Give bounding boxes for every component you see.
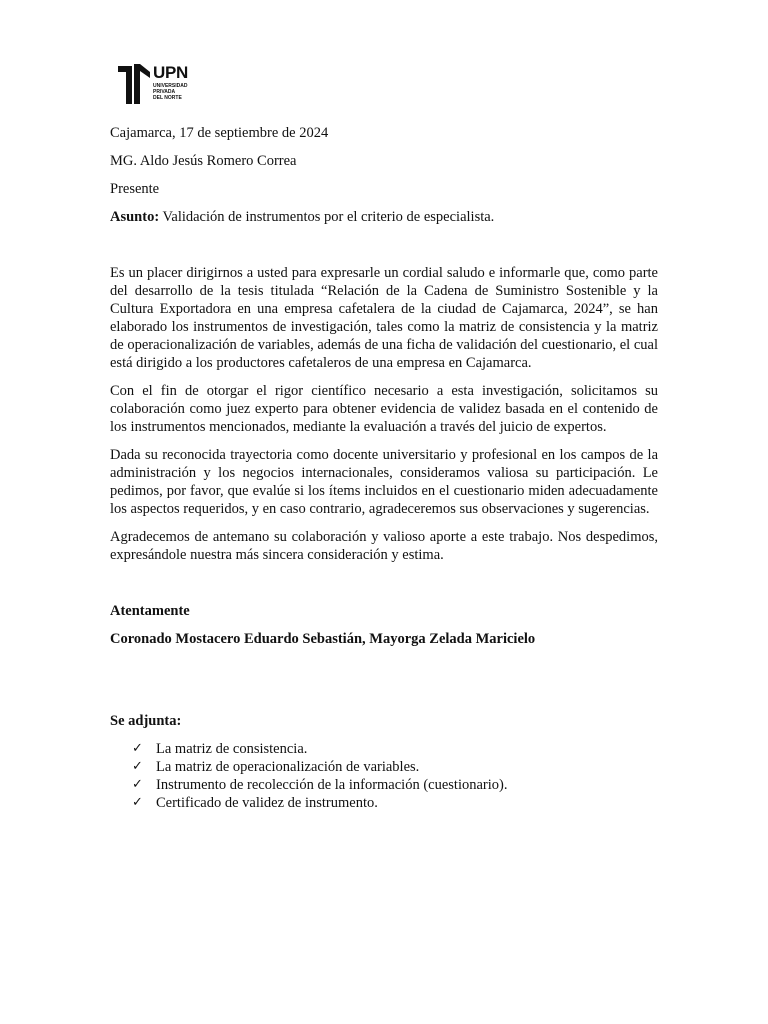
attachment-item xyxy=(132,740,658,758)
letter-paragraph: Es un placer dirigirnos a usted para expresarle un cordial saludo e informarle que, como parte del desarrollo de la tesis titulada “Relación de la Cadena de Suministro Sostenible y la Cultura Exportadora en una empresa cafetalera de la ciudad de Cajamarca, 2024”, se han elaborado los instrumentos de investigación, tales como la matriz de consistencia y la matriz de operacionalización de variables, además de una ficha de validación del cuestionario, el cual está dirigido a los productores cafetaleros de una empresa en Cajamarca. xyxy=(110,265,658,371)
letter-paragraph: Con el fin de otorgar el rigor científico necesario a esta investigación, solicitamos su colaboración como juez experto para obtener evidencia de validez basada en el contenido de los instrumentos mencionados, mediante la evaluación a través del juicio de expertos. xyxy=(110,383,658,435)
attachment-label: Instrumento de recolección de la información (cuestionario). xyxy=(156,777,508,793)
letter-subject xyxy=(110,208,658,226)
letter-date: Cajamarca, 17 de septiembre de 2024 xyxy=(110,125,329,141)
attachment-label: La matriz de operacionalización de variables. xyxy=(156,759,420,775)
subject-label: Asunto: xyxy=(110,209,160,225)
checkmark-icon: ✓ xyxy=(132,759,143,774)
logo-subtitle xyxy=(153,83,201,101)
upn-logo xyxy=(116,62,196,106)
checkmark-icon: ✓ xyxy=(132,795,143,810)
attachment-label: Certificado de validez de instrumento. xyxy=(156,795,378,811)
logo-line: PRIVADA xyxy=(153,89,176,95)
letter-greeting: Presente xyxy=(110,181,160,197)
letter-body xyxy=(110,124,658,812)
attachment-label: La matriz de consistencia. xyxy=(156,741,308,757)
logo-line: DEL NORTE xyxy=(153,95,182,101)
checkmark-icon: ✓ xyxy=(132,777,143,792)
letter-recipient: MG. Aldo Jesús Romero Correa xyxy=(110,153,297,169)
upn-emblem-icon xyxy=(116,62,152,106)
subject-text: Validación de instrumentos por el criterio de especialista. xyxy=(159,209,495,225)
attachment-item xyxy=(132,776,658,794)
attachments-list xyxy=(110,740,658,812)
checkmark-icon: ✓ xyxy=(132,741,143,756)
logo-wordmark: UPN xyxy=(153,63,188,82)
letter-closing: Atentamente xyxy=(110,603,190,619)
letter-paragraph: Agradecemos de antemano su colaboración y valioso aporte a este trabajo. Nos despedimos, expresándole nuestra más sincera consideración y estima. xyxy=(110,529,658,563)
letter-signers: Coronado Mostacero Eduardo Sebastián, Mayorga Zelada Maricielo xyxy=(110,631,536,647)
letter-paragraph: Dada su reconocida trayectoria como docente universitario y profesional en los campos de la administración y los negocios internacionales, consideramos valiosa su participación. Le pedimos, por favor, que evalúe si los ítems incluidos en el cuestionario miden adecuadamente los aspectos requeridos, y en caso contrario, agradeceremos sus observaciones y sugerencias. xyxy=(110,447,658,517)
logo-line: UNIVERSIDAD xyxy=(153,83,188,89)
attachment-item xyxy=(132,758,658,776)
attachments-title: Se adjunta: xyxy=(110,713,182,729)
attachment-item xyxy=(132,794,658,812)
